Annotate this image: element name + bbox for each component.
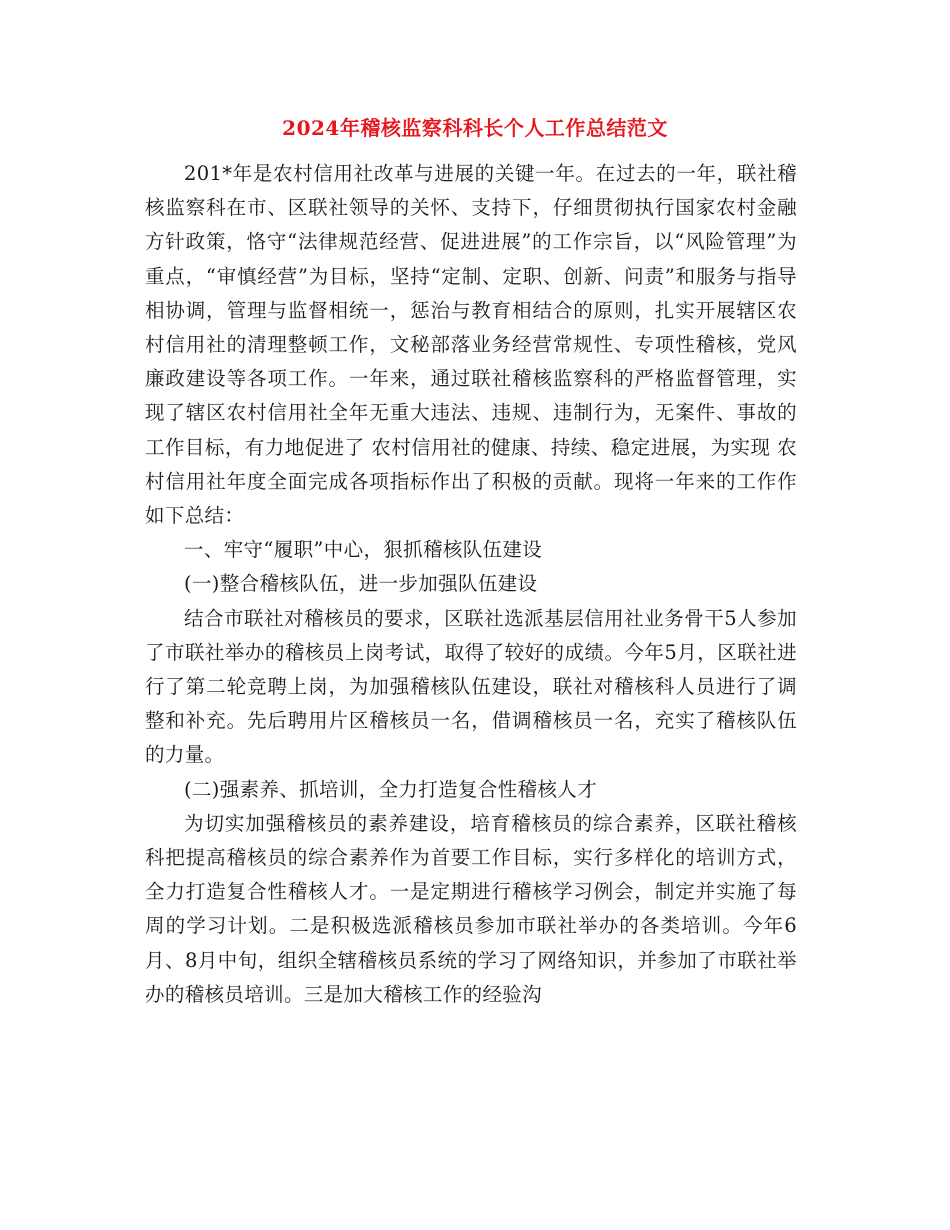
body-paragraph-1: 结合市联社对稽核员的要求，区联社选派基层信用社业务骨干5人参加了市联社举办的稽核员上岗考试，取得了较好的成绩。今年5月，区联社进行了第二轮竞聘上岗，为加强稽核队伍建设，联社对稽核科人员进行了调整和补充。先后聘用片区稽核员一名，借调稽核员一名，充实了稽核队伍的力量。: [145, 606, 797, 767]
document-title: 2024年稽核监察科科长个人工作总结范文: [282, 116, 668, 140]
subsection-heading-1: (一)整合稽核队伍，进一步加强队伍建设: [184, 572, 538, 596]
subsection-heading-2: (二)强素养、抓培训，全力打造复合性稽核人才: [184, 777, 597, 801]
document-body: [145, 157, 797, 1012]
section-heading-1: 一、牢守“履职”中心，狠抓稽核队伍建设: [184, 538, 543, 562]
body-paragraph-2: 为切实加强稽核员的素养建设，培育稽核员的综合素养，区联社稽核科把提高稽核员的综合素养作为首要工作目标，实行多样化的培训方式，全力打造复合性稽核人才。一是定期进行稽核学习例会，制定并实施了每周的学习计划。二是积极选派稽核员参加市联社举办的各类培训。今年6月、8月中旬，组织全辖稽核员系统的学习了网络知识，并参加了市联社举办的稽核员培训。三是加大稽核工作的经验沟: [145, 811, 797, 1006]
intro-paragraph: 201*年是农村信用社改革与进展的关键一年。在过去的一年，联社稽核监察科在市、区联社领导的关怀、支持下，仔细贯彻执行国家农村金融方针政策，恪守“法律规范经营、促进进展”的工作宗旨，以“风险管理”为重点，“审慎经营”为目标，坚持“定制、定职、创新、问责”和服务与指导相协调，管理与监督相统一，惩治与教育相结合的原则，扎实开展辖区农村信用社的清理整顿工作，文秘部落业务经营常规性、专项性稽核，党风廉政建设等各项工作。一年来，通过联社稽核监察科的严格监督管理，实现了辖区农村信用社全年无重大违法、违规、违制行为，无案件、事故的工作目标，有力地促进了 农村信用社的健康、持续、稳定进展，为实现 农村信用社年度全面完成各项指标作出了积极的贡献。现将一年来的工作作如下总结：: [145, 162, 797, 528]
